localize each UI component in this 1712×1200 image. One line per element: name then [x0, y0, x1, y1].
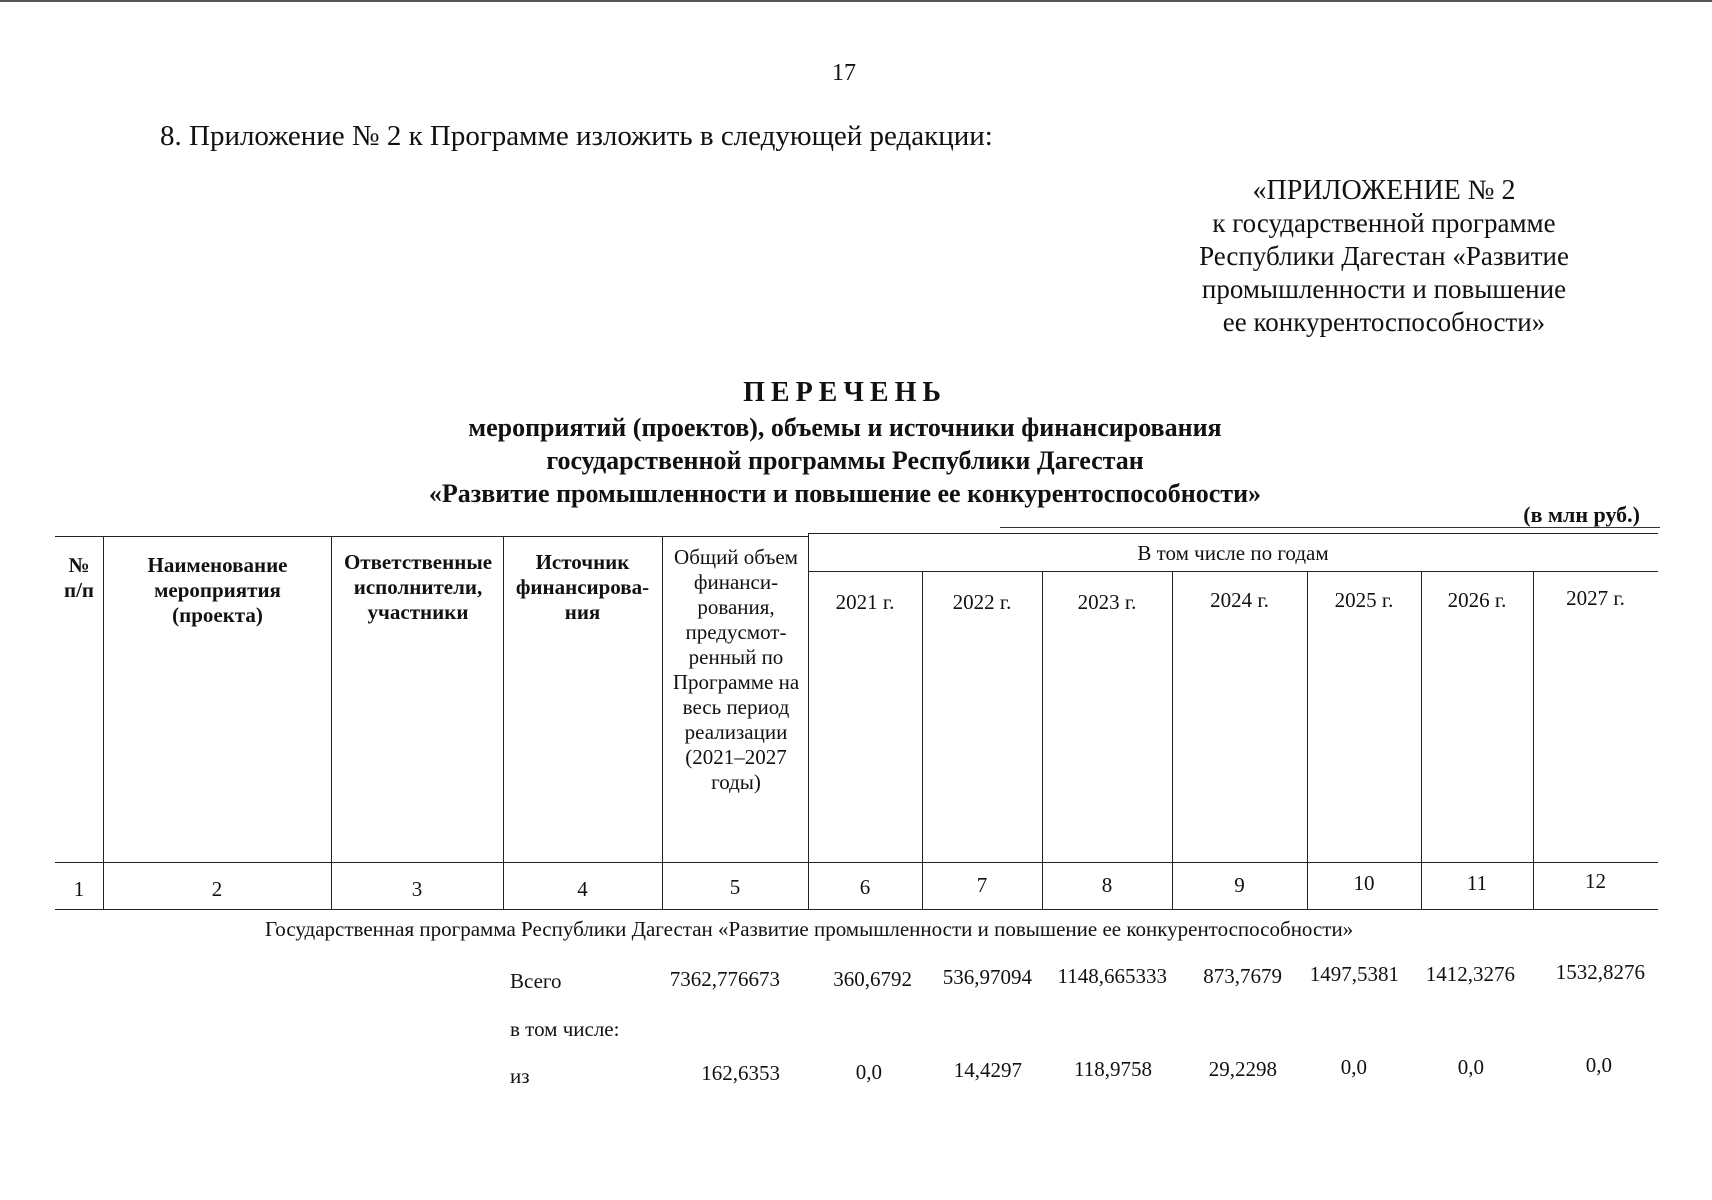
header-year-2025: 2025 г.	[1334, 588, 1394, 612]
heading-line: «Развитие промышленности и повышение ее конкурентоспособности»	[428, 479, 1262, 508]
appendix-line: промышленности и повышение	[1201, 274, 1567, 304]
table-top-border-left	[55, 536, 808, 537]
appendix-line: Республики Дагестан «Развитие	[1199, 241, 1569, 271]
header-year-2021: 2021 г.	[835, 590, 895, 614]
row-label-total: Всего	[510, 969, 562, 993]
row-label-including: в том числе:	[510, 1017, 620, 1041]
col-divider	[1421, 571, 1422, 909]
header-bottom-border	[55, 862, 1658, 863]
heading-line: мероприятий (проектов), объемы и источники финансирования	[468, 413, 1222, 442]
row-from-2022: 14,4297	[953, 1058, 1022, 1082]
header-name: Наименование мероприятия (проекта)	[147, 553, 288, 627]
col-divider	[1172, 571, 1173, 909]
header-year-2023: 2023 г.	[1077, 590, 1137, 614]
row-from-2024: 29,2298	[1208, 1057, 1277, 1081]
appendix-line: ее конкурентоспособности»	[1222, 307, 1546, 337]
column-number: 12	[1585, 869, 1606, 893]
column-number: 8	[1101, 873, 1113, 897]
header-year-2024: 2024 г.	[1210, 588, 1269, 612]
header-year-2022: 2022 г.	[952, 590, 1012, 614]
row-total-2022: 536,97094	[942, 965, 1032, 989]
row-total-2027: 1532,8276	[1555, 960, 1645, 984]
row-from-2026: 0,0	[1457, 1055, 1484, 1079]
col-divider	[922, 571, 923, 909]
col-divider	[103, 536, 104, 909]
row-label-from: из	[510, 1064, 530, 1088]
column-number: 10	[1353, 871, 1375, 895]
row-total-2023: 1148,665333	[1057, 964, 1167, 988]
row-from-2025: 0,0	[1340, 1055, 1367, 1079]
header-year-2027: 2027 г.	[1566, 586, 1625, 610]
col-divider	[503, 536, 504, 909]
units-label: (в млн руб.)	[1523, 502, 1640, 527]
heading-line: государственной программы Республики Дагестан	[546, 446, 1144, 475]
table-top-border-right	[808, 533, 1658, 534]
column-number: 7	[976, 873, 988, 897]
years-group-divider	[808, 571, 1658, 572]
column-number: 11	[1466, 871, 1488, 895]
col-divider	[1307, 571, 1308, 909]
page-number: 17	[832, 60, 856, 86]
col-divider	[331, 536, 332, 909]
row-from-2027: 0,0	[1585, 1053, 1612, 1077]
header-num: № п/п	[63, 553, 95, 602]
column-number: 1	[73, 877, 85, 901]
row-from-2023: 118,9758	[1074, 1057, 1152, 1081]
col-divider	[1042, 571, 1043, 909]
column-number: 3	[411, 877, 423, 901]
column-number: 4	[577, 877, 588, 901]
column-number: 2	[211, 877, 223, 901]
appendix-line: к государственной программе	[1212, 208, 1556, 238]
header-year-2026: 2026 г.	[1447, 588, 1507, 612]
column-numbers-bottom-border	[55, 909, 1658, 910]
col-divider	[1533, 571, 1534, 909]
header-years-group: В том числе по годам	[1137, 541, 1329, 565]
col-divider	[662, 536, 663, 909]
column-number: 6	[859, 875, 871, 899]
header-source: Источник финансирова-ния	[515, 550, 650, 624]
program-title: Государственная программа Республики Дагестан «Развитие промышленности и повышение ее конкурентоспособности»	[265, 917, 1354, 941]
row-total-2024: 873,7679	[1203, 964, 1282, 988]
heading-title: ПЕРЕЧЕНЬ	[743, 377, 947, 408]
row-total-value: 7362,776673	[669, 967, 780, 991]
row-total-2021: 360,6792	[833, 967, 912, 991]
column-number: 5	[729, 875, 741, 899]
row-from-2021: 0,0	[855, 1060, 882, 1084]
instruction-text: 8. Приложение № 2 к Программе изложить в следующей редакции:	[160, 120, 993, 152]
appendix-title: «ПРИЛОЖЕНИЕ № 2	[1252, 175, 1516, 206]
column-number: 9	[1234, 873, 1245, 897]
row-from-value: 162,6353	[701, 1061, 780, 1085]
header-total: Общий объем финанси-рования, предусмот-ренный по Программе на весь период реализации (2021–2027 годы)	[672, 545, 800, 794]
row-total-2025: 1497,5381	[1309, 962, 1399, 986]
row-total-2026: 1412,3276	[1425, 962, 1515, 986]
header-executors: Ответственные исполнители, участники	[343, 550, 493, 624]
